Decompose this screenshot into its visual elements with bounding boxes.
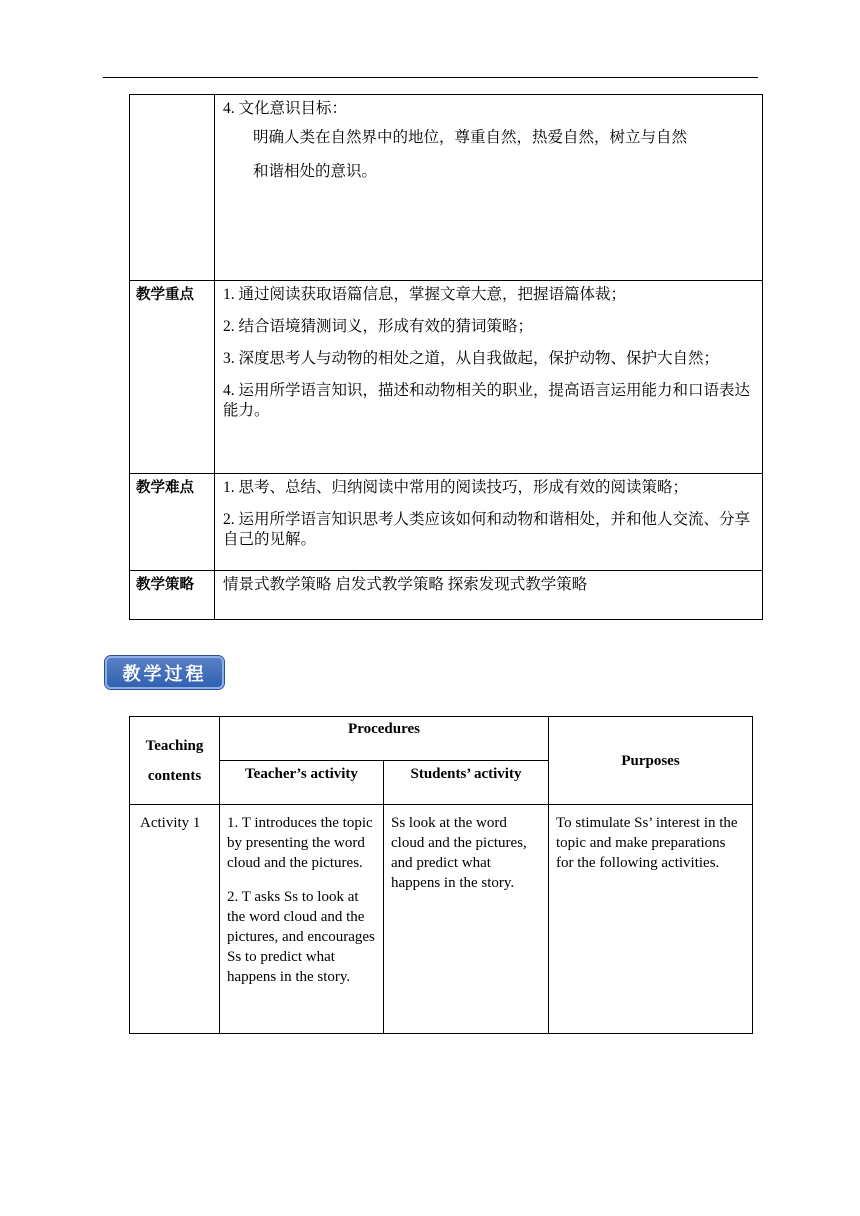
teacher-activity-cell [220,805,384,1034]
teacher-step: 1. T introduces the topic by presenting the word cloud and the pictures. [227,815,373,871]
teaching-contents-header [130,717,220,805]
key-points-cell [215,281,763,474]
key-point-item: 1. 通过阅读获取语篇信息，掌握文章大意，把握语篇体裁； [223,286,627,303]
key-point-item: 3. 深度思考人与动物的相处之道，从自我做起，保护动物、保护大自然； [223,350,720,367]
section-badge: 教学过程 [105,656,224,689]
key-point-item: 2. 结合语境猜测词义，形成有效的猜词策略； [223,318,534,335]
difficulty-item: 1. 思考、总结、归纳阅读中常用的阅读技巧，形成有效的阅读策略； [223,479,689,496]
teaching-contents-header-line1: Teaching [145,737,204,754]
culture-heading: 4. 文化意识目标： [223,100,348,117]
students-activity-header: Students’ activity [384,761,549,805]
difficulties-cell [215,474,763,571]
key-point-item: 4. 运用所学语言知识，描述和动物相关的职业，提高语言运用能力和口语表达能力。 [223,382,751,419]
header-rule [103,77,758,78]
strategy-label: 教学策略 [130,571,215,620]
objectives-table [129,94,763,620]
purpose-cell: To stimulate Ss’ interest in the topic and make preparations for the following activities. [549,805,753,1034]
strategy-text: 情景式教学策略 启发式教学策略 探索发现式教学策略 [215,571,763,620]
procedure-table [129,716,753,1034]
table-row [130,805,753,1034]
teacher-step: 2. T asks Ss to look at the word cloud and the pictures, and encourages Ss to predict what happens in the story. [227,889,375,985]
activity-name: Activity 1 [130,805,220,1034]
culture-label-cell [130,95,215,281]
difficulty-item: 2. 运用所学语言知识思考人类应该如何和动物和谐相处，并和他人交流、分享自己的见解。 [223,511,751,548]
culture-objective-cell [215,95,763,281]
key-points-label: 教学重点 [130,281,215,474]
procedures-header: Procedures [220,717,549,761]
difficulties-label: 教学难点 [130,474,215,571]
culture-line-2: 和谐相处的意识。 [253,163,378,180]
teaching-contents-header-line2: contents [147,767,202,784]
culture-line-1: 明确人类在自然界中的地位，尊重自然，热爱自然，树立与自然 [253,129,688,146]
purposes-header: Purposes [549,717,753,805]
teacher-activity-header: Teacher’s activity [220,761,384,805]
students-activity-cell: Ss look at the word cloud and the pictures, and predict what happens in the story. [384,805,549,1034]
